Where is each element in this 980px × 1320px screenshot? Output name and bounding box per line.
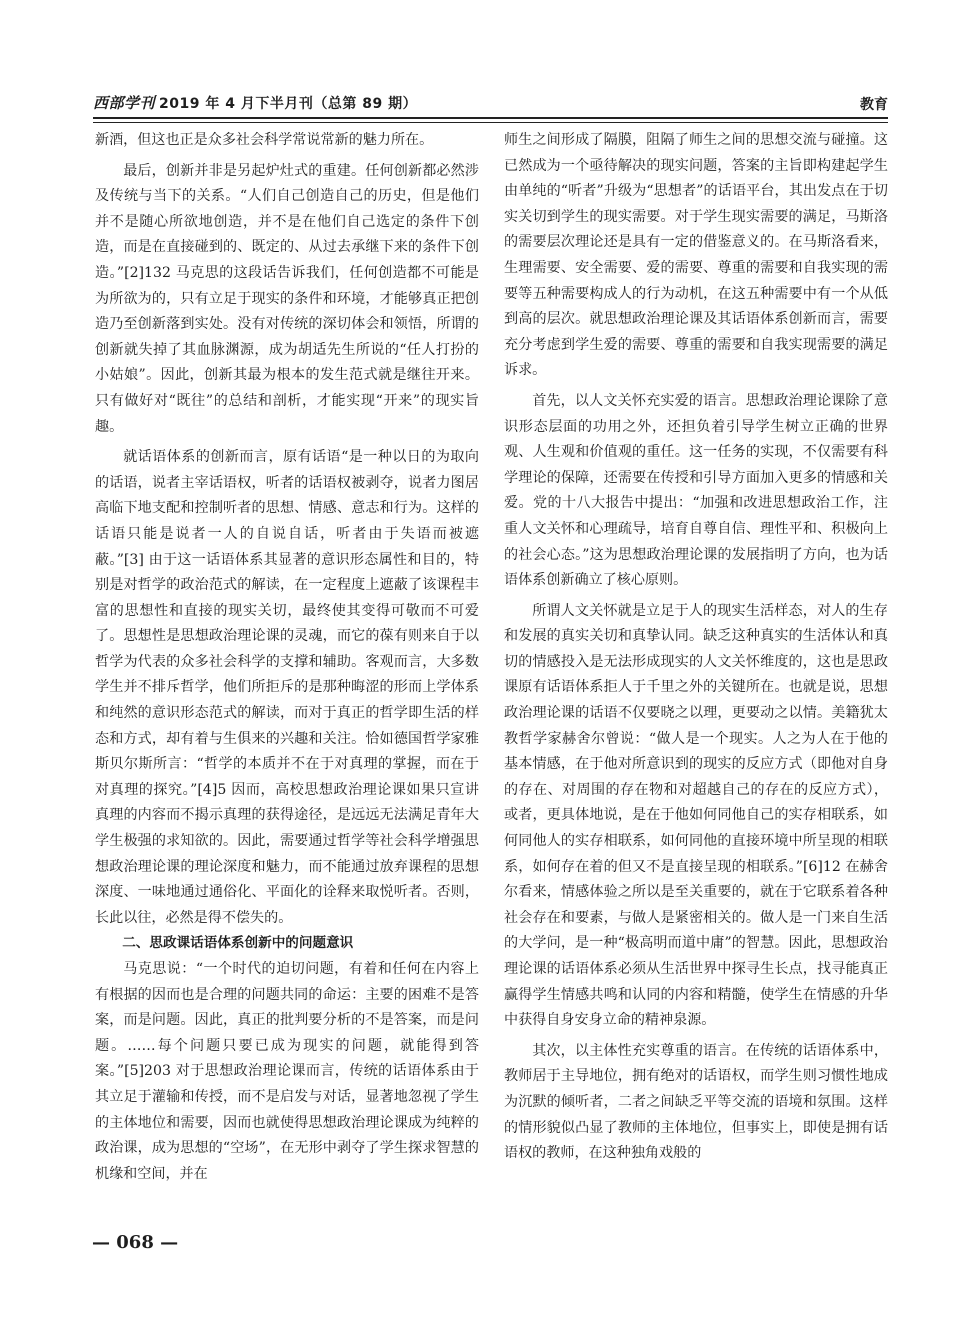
right-column bbox=[504, 128, 888, 1167]
paragraph: 所谓人文关怀就是立足于人的现实生活样态，对人的生存和发展的真实关切和真挚认同。缺乏这种真实的生活体认和真切的情感投入是无法形成现实的人文关怀维度的，这也是思政课原有话语体系拒人于千里之外的关键所在。也就是说，思想政治理论课的话语不仅要晓之以理，更要动之以情。美籍犹太教哲学家赫舍尔曾说：“做人是一个现实。人之为人在于他的基本情感，在于他对所意识到的现实的反应方式（即他对自身的存在、对周围的存在物和对超越自己的存在的反应方式），或者，更具体地说，是在于他如何同他自己的实存相联系，如何同他人的实存相联系，如何同他的直接环境中所呈现的相联系，如何存在着的但又不是直接呈现的相联系。”[6]12 在赫舍尔看来，情感体验之所以是至关重要的，就在于它联系着各种社会存在和要素，与做人是紧密相关的。做人是一门来自生活的大学问，是一种“极高明而道中庸”的智慧。因此，思想政治理论课的话语体系必须从生活世界中探寻生长点，找寻能真正赢得学生情感共鸣和认同的内容和精髓，使学生在情感的升华中获得自身安身立命的精神泉源。 bbox=[504, 602, 888, 1029]
page-number: — 068 — bbox=[92, 1232, 179, 1253]
header-issue bbox=[93, 92, 417, 113]
header-rule-thin bbox=[93, 122, 888, 123]
paragraph: 师生之间形成了隔膜，阻隔了师生之间的思想交流与碰撞。这已然成为一个亟待解决的现实问题，答案的主旨即构建起学生由单纯的“听者”升级为“思想者”的话语平台，其出发点在于切实关切到学生的现实需要。对于学生现实需要的满足，马斯洛的需要层次理论还是具有一定的借鉴意义的。在马斯洛看来，生理需要、安全需要、爱的需要、尊重的需要和自我实现的需要等五种需要构成人的行为动机，在这五种需要中有一个从低到高的层次。就思想政治理论课及其话语体系创新而言，需要充分考虑到学生爱的需要、尊重的需要和自我实现需要的满足诉求。 bbox=[504, 132, 888, 379]
paragraph: 马克思说：“一个时代的迫切问题，有着和任何在内容上有根据的因而也是合理的问题共同的命运：主要的困难不是答案，而是问题。因此，真正的批判要分析的不是答案，而是问题。……每个问题只要已成为现实的问题，就能得到答案。”[5]203 对于思想政治理论课而言，传统的话语体系由于其立足于灌输和传授，而不是启发与对话，显著地忽视了学生的主体地位和需要，因而也就使得思想政治理论课成为纯粹的政治课，成为思想的“空场”，在无形中剥夺了学生探求智慧的机缘和空间，并在 bbox=[95, 961, 479, 1182]
paragraph: 其次，以主体性充实尊重的语言。在传统的话语体系中，教师居于主导地位，拥有绝对的话语权，而学生则习惯性地成为沉默的倾听者，二者之间缺乏平等交流的语境和氛围。这样的情形貌似凸显了教师的主体地位，但事实上，即使是拥有话语权的教师，在这种独角戏般的 bbox=[504, 1042, 888, 1162]
paragraph: 首先，以人文关怀充实爱的语言。思想政治理论课除了意识形态层面的功用之外，还担负着引导学生树立正确的世界观、人生观和价值观的重任。这一任务的实现，不仅需要有科学理论的保障，还需要在传授和引导方面加入更多的情感和关爱。党的十八大报告中提出：“加强和改进思想政治工作，注重人文关怀和心理疏导，培育自尊自信、理性平和、积极向上的社会心态。”这为思想政治理论课的发展指明了方向，也为话语体系创新确立了核心原则。 bbox=[504, 392, 888, 589]
paragraph: 最后，创新并非是另起炉灶式的重建。任何创新都必然涉及传统与当下的关系。“人们自己创造自己的历史，但是他们并不是随心所欲地创造，并不是在他们自己选定的条件下创造，而是在直接碰到的、既定的、从过去承继下来的条件下创造。”[2]132 马克思的这段话告诉我们，任何创造都不可能是为所欲为的，只有立足于现实的条件和环境，才能够真正把创造乃至创新落到实处。没有对传统的深切体会和领悟，所谓的创新就失掉了其血脉渊源，成为胡适先生所说的“任人打扮的小姑娘”。因此，创新其最为根本的发生范式就是继往开来。只有做好对“既往”的总结和剖析，才能实现“开来”的现实旨趣。 bbox=[95, 162, 479, 435]
paragraph: 新酒，但这也正是众多社会科学常说常新的魅力所在。 bbox=[95, 132, 434, 148]
header-rule-thick bbox=[93, 117, 888, 119]
section-heading: 二、思政课话语体系创新中的问题意识 bbox=[122, 935, 354, 952]
section-label: 教育 bbox=[860, 97, 888, 113]
running-header bbox=[93, 90, 888, 116]
left-column bbox=[95, 128, 479, 1187]
paragraph: 就话语体系的创新而言，原有话语“是一种以日的为取向的话语，说者主宰话语权，听者的话语权被剥夺，说者力图居高临下地支配和控制听者的思想、情感、意志和行为。这样的话语只能是说者一人的自说自话，听者由于失语而被遮蔽。”[3] 由于这一话语体系其显著的意识形态属性和目的，特别是对哲学的政治范式的解读，在一定程度上遮蔽了该课程丰富的思想性和直接的现实关切，最终使其变得可敬而不可爱了。思想性是思想政治理论课的灵魂，而它的葆有则来自于以哲学为代表的众多社会科学的支撑和辅助。客观而言，大多数学生并不排斥哲学，他们所拒斥的是那种晦涩的形而上学体系和纯然的意识形态范式的解读，而对于真正的哲学即生活的样态和方式，却有着与生俱来的兴趣和关注。恰如德国哲学家雅斯贝尔斯所言：“哲学的本质并不在于对真理的掌握，而在于对真理的探究。”[4]5 因而，高校思想政治理论课如果只宣讲真理的内容而不揭示真理的获得途径，是远远无法满足青年大学生极强的求知欲的。因此，需要通过哲学等社会科学增强思想政治理论课的理论深度和魅力，而不能通过放弃课程的思想深度、一味地通过通俗化、平面化的诠释来取悦听者。否则，长此以往，必然是得不偿失的。 bbox=[95, 449, 479, 926]
issue-info: 2019 年 4 月下半月刊（总第 89 期） bbox=[159, 96, 418, 112]
journal-logo: 西部学刊 bbox=[93, 94, 156, 112]
